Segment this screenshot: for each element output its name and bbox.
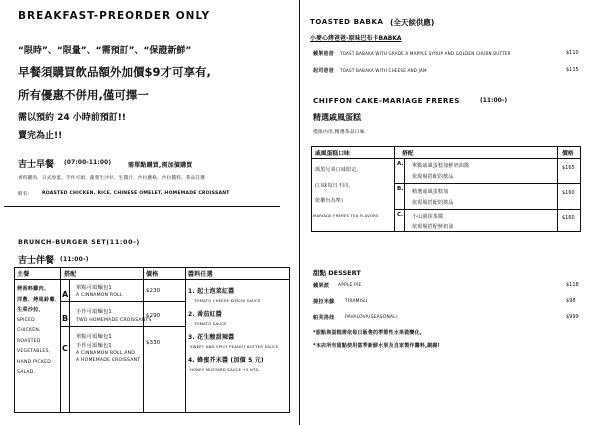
brunch-header-price: 價格 [146,271,159,278]
sauce-1: 1. 起士泡菜紅醬 [188,288,235,295]
brunch-row-c-en: A CINNAMON ROLL AND [76,351,135,356]
chiffon-flavor-desc-1: 瑪黑兄弟口味限定, [315,167,359,173]
chiffon-row-c-line2: 依現場搭配鮮奶油 [412,224,454,230]
sauce-3: 3. 花生酸甜辣醬 [188,334,235,341]
breakfast-set-title: 吉士早餐 [18,160,55,170]
chiffon-row-a-letter: A. [397,161,404,167]
dessert-note-2: *本店所有甜點使用當季新鮮水果及自家製作醬料,謝謝! [313,343,440,349]
babka-subtitle: 小麥心烤爸爸-原味巴布卡BABKA [310,35,402,42]
babka-item-2-price: $115 [566,67,579,73]
list-item: ROASTED [17,338,41,344]
chiffon-header-flavor: 戚風蛋糕口味 [315,151,350,157]
chiffon-row-a-line1: 單點戚風蛋糕加鮮奶油醬 [412,163,470,169]
promo-line-2: 所有優惠不併用,僅可擇一 [18,88,149,102]
dessert-item-1-zh: 蘋果派 [313,283,330,289]
list-item: HAND PICKED [17,359,52,365]
brunch-row-c-label: 單點可頌麵包1 [76,334,112,340]
babka-item-2-zh: 起司爸爸 [313,68,334,74]
babka-item-1-price: $110 [566,50,579,56]
dessert-item-3-price: $999 [566,314,579,320]
brunch-row-b-letter: B [62,314,69,323]
babka-item-1-en: TOAST BABAKA WITH GRADE A MAPPLE SYRUP AND GOLDEN CHURN BUTTER [340,51,511,56]
dessert-item-1-en: APPLE PIE [338,283,362,288]
breakfast-set-note: 需單點購買,需加價購買 [128,162,193,169]
babka-title-zh: (全天候供應) [390,18,435,27]
chiffon-header-price: 價格 [562,151,574,157]
brunch-header-sauce: 醬料任選 [188,271,213,278]
sauce-4-en: HONEY MUSTARD SAUCE +5 NTD. [190,367,261,372]
brunch-row-c-label-2: 手作可頌麵包1 [76,343,112,349]
chiffon-flavor-desc-3: 依櫃台為準) [315,198,344,204]
brunch-row-b-price: $290 [146,313,161,319]
dessert-item-2-zh: 提拉米蘇 [313,299,335,305]
chiffon-row-a-price: $165 [562,165,575,171]
left-divider [4,206,280,207]
list-item: 烤香料雞肉、 [17,286,50,292]
list-item: SALAD. [17,370,36,375]
chiffon-row-b-line1: 精選戚風蛋糕加 [412,189,449,195]
chiffon-flavor-en: MARIAGE FRERES TEA FLAVORS [313,213,379,218]
brunch-subtitle: 吉士伴餐 [18,256,55,266]
chiffon-row-c-letter: C. [397,212,404,218]
dessert-item-3-zh: 帕芙洛娃 [313,315,335,321]
list-item: 生菜沙拉、 [17,307,44,313]
chiffon-row-b-line2: 依現場搭配的飲品 [412,200,454,206]
sauce-2: 2. 番茄紅醬 [188,311,222,318]
chiffon-row-b-price: $160 [562,190,575,196]
dessert-item-2-en: TIRAMISU [345,299,368,304]
chiffon-row-c-line1: 小山園抹茶醬 [412,214,444,220]
chiffon-row-c-price: $160 [562,215,575,221]
brunch-row-a-en: A CINNAMON ROLL [76,293,123,298]
brunch-header-combo: 搭配 [64,271,77,278]
dessert-item-1-price: $118 [566,282,579,288]
promo-line: 早餐須購買飲品額外加價$9才可享有, [18,65,211,79]
column-divider [299,0,300,425]
breakfast-title: BREAKFAST-PREORDER ONLY [18,10,211,22]
brunch-header-main: 主餐 [17,271,30,278]
list-item: SPICED [17,317,35,323]
sauce-4: 4. 蜂蜜芥末醬 (加價 5 元) [188,357,264,364]
sold-out-line: 賣完為止!! [18,131,63,141]
list-item: CHICKEN, [17,328,41,333]
brunch-hours: (11:00-) [60,256,89,263]
dessert-title: 甜點 DESSERT [313,269,361,277]
list-item: 洋蔥、烤馬鈴薯、 [17,296,61,303]
brunch-row-c-price: $330 [146,340,161,346]
babka-item-1-zh: 蘋果爸爸 [313,51,334,57]
chiffon-hours: (11:00-) [480,97,508,104]
brunch-row-a-price: $230 [146,288,161,294]
preorder-line: 需以預約 24 小時前預訂!! [18,113,127,123]
dessert-item-2-price: $98 [566,298,576,304]
dessert-note-1: *甜點與蛋糕需依每日販售的季節性水果做變化, [313,330,422,336]
chiffon-row-b-letter: B. [397,186,404,192]
breakfast-set-includes-label: 附有: [18,192,30,197]
chiffon-row-a-line2: 依現場搭配的飲品 [412,174,454,180]
brunch-main-desc [17,284,60,379]
chiffon-title: CHIFFON CAKE-MARIAGE FRERES [313,96,460,105]
brunch-row-a-label: 單點可頌麵包1 [76,285,112,291]
chiffon-flavor-desc-2: (口味每日不同, [315,183,351,189]
babka-item-2-en: TOAST BABAKA WITH CHEESE AND JAM [340,68,427,73]
sauce-2-en: TOMATO SAUCE [194,321,227,326]
dessert-item-3-en: PAVALOVA(SEASONAL) [345,315,398,320]
brunch-row-b-en: TWO HOMEMADE CROISSANTS [76,318,152,323]
brunch-row-b-label: 手作可頌麵包1 [76,309,112,315]
sauce-3-en: SWEET AND SPICY PEANUT BUTTER SAUCE [190,344,279,349]
breakfast-set-hours: (07:00-11:00) [64,160,112,166]
brunch-row-c-letter: C [62,344,68,353]
quote-line: “限時”、“限量”、“需預訂”、“保證新鮮” [18,46,192,56]
brunch-row-a-letter: A [62,290,69,299]
chiffon-note: 僅限內用,精選茶品口味 [313,130,365,135]
breakfast-set-includes: ROASTED CHICKEN, RICE, CHINESE OMELET, HOMEMADE CROISSANT [42,191,230,196]
brunch-title: BRUNCH-BURGER SET(11:00-) [18,238,140,246]
chiffon-subtitle: 精選戚風蛋糕 [313,113,361,122]
sauce-1-en: TOMATO CHEESE KIMCHI SAUCE [194,298,261,303]
chiffon-header-combo: 搭配 [402,151,414,157]
babka-title: TOASTED BABKA [310,18,384,26]
breakfast-set-desc: 香料雞肉、日式炒蛋、手作可頌、蔬菜生沙拉、生醬汁、沙拉優格、沙拉醬料、茶品任選 [18,176,205,181]
list-item: VEGETABLES, [17,349,51,354]
brunch-row-c-en-2: A HOMEMADE CROISSANT [76,358,141,363]
